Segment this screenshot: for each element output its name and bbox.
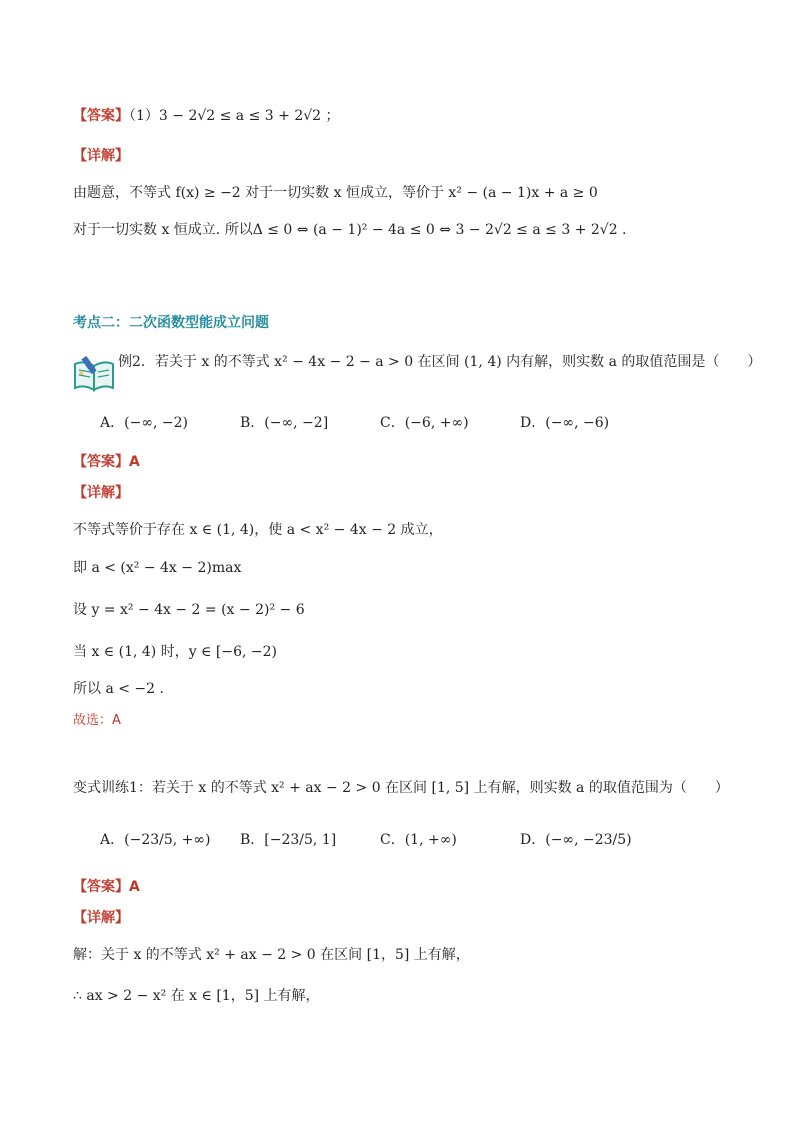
example-2-option-b [240,413,328,433]
variant-1-detail-label [73,908,129,928]
variant-1-step-2: ∴ ax > 2 − x² 在 x ∈ [1，5] 上有解， [73,988,320,1004]
variant-1-option-d [520,830,632,850]
detail-label: 【详解】 [73,910,129,926]
option-value: [−23/5, 1] [264,832,337,848]
section-2-title: 考点二：二次函数型能成立问题 [73,315,269,331]
option-value: (−∞, −2] [264,415,329,431]
option-label: D． [520,415,546,431]
detail-1-label-line [73,146,129,166]
option-value: (−23/5, +∞) [124,832,211,848]
variant-1-option-b [240,830,336,850]
example-2-answer [73,452,140,472]
detail-label: 【详解】 [73,148,129,164]
detail-1-line-2: 对于一切实数 x 恒成立. 所以Δ ≤ 0 ⇔ (a − 1)² − 4a ≤ 0 ⇔ 3 − 2√2 ≤ a ≤ 3 + 2√2 . [73,222,627,238]
example-2-detail-label [73,483,129,503]
example-2-question: 例2．若关于 x 的不等式 x² − 4x − 2 − a > 0 在区间 (1, 4) 内有解，则实数 a 的取值范围是（ ） [118,354,762,370]
answer-value: A [129,454,140,470]
example-2-conclusion [73,710,121,731]
variant-1-step-1: 解：关于 x 的不等式 x² + ax − 2 > 0 在区间 [1，5] 上有解， [73,947,470,963]
example-2-option-d [520,413,609,433]
option-label: D． [520,832,546,848]
example-2-step-4: 当 x ∈ (1, 4) 时，y ∈ [−6, −2) [73,644,277,660]
example-2-step-5: 所以 a < −2 . [73,681,164,697]
example-2-step-2: 即 a < (x² − 4x − 2)max [73,560,242,576]
example-2-step-1: 不等式等价于存在 x ∈ (1, 4)，使 a < x² − 4x − 2 成立， [73,522,443,538]
variant-1-question: 变式训练1：若关于 x 的不等式 x² + ax − 2 > 0 在区间 [1, 5] 上有解，则实数 a 的取值范围为（ ） [73,780,729,796]
answer-label: 【答案】 [73,879,129,895]
option-label: C． [380,832,405,848]
book-pencil-icon [72,354,118,394]
variant-1-option-c [380,830,457,850]
answer-1-text: （1）3 − 2√2 ≤ a ≤ 3 + 2√2 ； [129,108,340,124]
option-label: B． [240,832,265,848]
option-label: C． [380,415,405,431]
answer-label: 【答案】 [73,454,129,470]
detail-label: 【详解】 [73,485,129,501]
answer-value: A [129,879,140,895]
option-value: (−∞, −2) [124,415,188,431]
option-label: A． [100,832,125,848]
variant-1-option-a [100,830,211,850]
option-value: (−∞, −6) [545,415,610,431]
option-label: A． [100,415,125,431]
option-label: B． [240,415,265,431]
detail-1-line-1: 由题意，不等式 f(x) ≥ −2 对于一切实数 x 恒成立，等价于 x² − (a − 1)x + a ≥ 0 [73,185,598,201]
option-value: (−∞, −23/5) [545,832,632,848]
answer-label: 【答案】 [73,108,129,124]
conclusion-label: 故选： [73,713,113,728]
variant-1-answer [73,877,140,897]
answer-1-line [73,106,340,126]
conclusion-value: A [112,713,121,728]
example-2-option-c [380,413,469,433]
option-value: (1, +∞) [404,832,457,848]
option-value: (−6, +∞) [404,415,469,431]
example-2-option-a [100,413,188,433]
example-2-step-3: 设 y = x² − 4x − 2 = (x − 2)² − 6 [73,602,305,618]
